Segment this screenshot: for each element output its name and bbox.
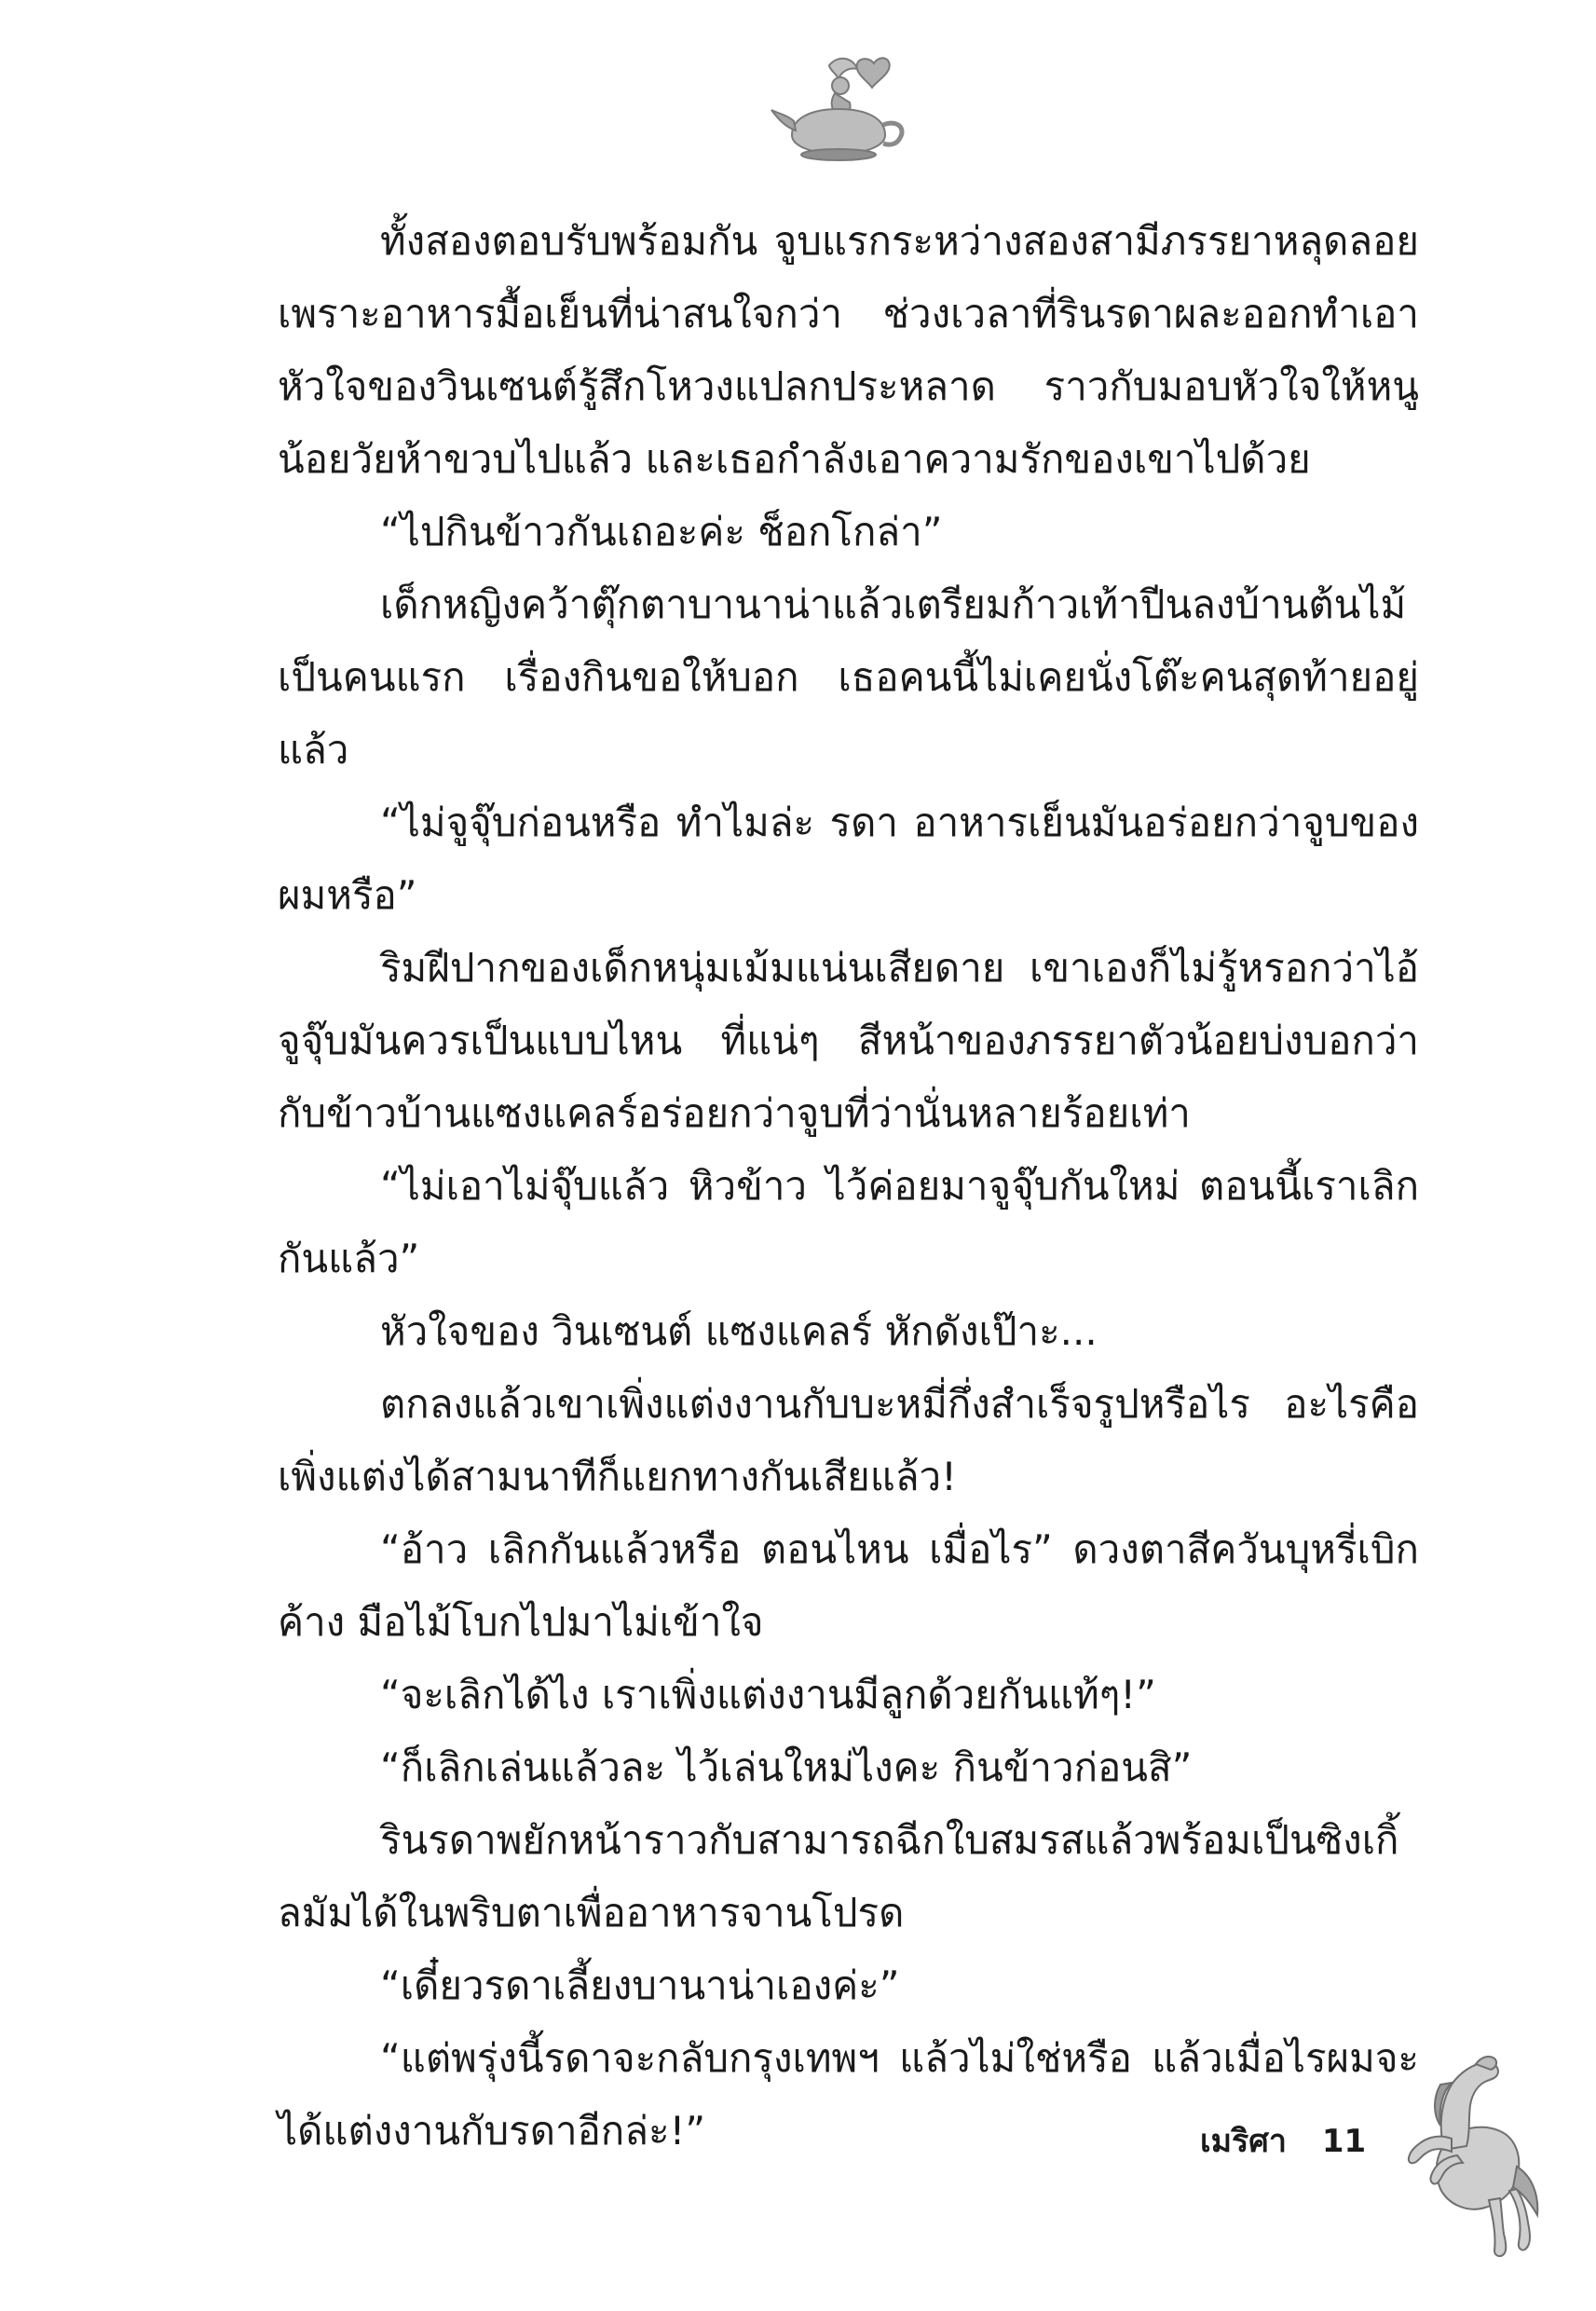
paragraph: ริมฝีปากของเด็กหนุ่มเม้มแน่นเสียดาย เขาเองก็ไม่รู้หรอกว่าไอ้จูจุ๊บมันควรเป็นแบบไหน ที่แน่ๆ สีหน้าของภรรยาตัวน้อยบ่งบอกว่ากับข้าวบ้านแซงแคลร์อร่อยกว่าจูบที่ว่านั่นหลายร้อยเท่า	[278, 945, 1419, 1136]
paragraph: “ไปกินข้าวกันเถอะค่ะ ช็อกโกล่า”	[380, 509, 943, 554]
paragraph: “แต่พรุ่งนี้รดาจะกลับกรุงเทพฯ แล้วไม่ใช่หรือ แล้วเมื่อไรผมจะได้แต่งงานกับรดาอีกล่ะ!”	[278, 2035, 1419, 2154]
paragraph: “อ้าว เลิกกันแล้วหรือ ตอนไหน เมื่อไร” ดวงตาสีควันบุหรี่เบิกค้าง มือไม้โบกไปมาไม่เข้าใจ	[278, 1526, 1419, 1645]
author-name: เมริศา	[1200, 2123, 1287, 2160]
paragraph: เด็กหญิงคว้าตุ๊กตาบานาน่าแล้วเตรียมก้าวเท้าปีนลงบ้านต้นไม้เป็นคนแรก เรื่องกินขอให้บอก เธอคนนี้ไม่เคยนั่งโต๊ะคนสุดท้ายอยู่แล้ว	[278, 581, 1419, 773]
rearing-horse-icon	[1386, 2036, 1545, 2278]
paragraph: “เดี๋ยวรดาเลี้ยงบานาน่าเองค่ะ”	[380, 1962, 900, 2008]
body-text	[278, 205, 1419, 2167]
page-footer	[1200, 2115, 1366, 2166]
page-number: 11	[1321, 2123, 1367, 2160]
paragraph: ทั้งสองตอบรับพร้อมกัน จูบแรกระหว่างสองสามีภรรยาหลุดลอยเพราะอาหารมื้อเย็นที่น่าสนใจกว่า ช่วงเวลาที่รินรดาผละออกทำเอาหัวใจของวินเซนต์รู้สึกโหวงแปลกประหลาด ราวกับมอบหัวใจให้หนูน้อยวัยห้าขวบไปแล้ว และเธอกำลังเอาความรักของเขาไปด้วย	[278, 218, 1419, 482]
teapot-with-cupid-icon	[764, 47, 913, 168]
paragraph: “ไม่จูจุ๊บก่อนหรือ ทำไมล่ะ รดา อาหารเย็นมันอร่อยกว่าจูบของผมหรือ”	[278, 800, 1419, 918]
paragraph: หัวใจของ วินเซนต์ แซงแคลร์ หักดังเป๊าะ...	[380, 1308, 1098, 1354]
paragraph: ตกลงแล้วเขาเพิ่งแต่งงานกับบะหมี่กึ่งสำเร็จรูปหรือไร อะไรคือเพิ่งแต่งได้สามนาทีก็แยกทางกันเสียแล้ว!	[278, 1381, 1419, 1499]
paragraph: “ก็เลิกเล่นแล้วละ ไว้เล่นใหม่ไงคะ กินข้าวก่อนสิ”	[380, 1744, 1193, 1790]
paragraph: รินรดาพยักหน้าราวกับสามารถฉีกใบสมรสแล้วพร้อมเป็นซิงเกิ้ลมัมได้ในพริบตาเพื่ออาหารจานโปรด	[278, 1817, 1399, 1935]
paragraph: “ไม่เอาไม่จุ๊บแล้ว หิวข้าว ไว้ค่อยมาจูจุ๊บกันใหม่ ตอนนี้เราเลิกกันแล้ว”	[278, 1163, 1419, 1281]
paragraph: “จะเลิกได้ไง เราเพิ่งแต่งงานมีลูกด้วยกันแท้ๆ!”	[380, 1672, 1156, 1717]
